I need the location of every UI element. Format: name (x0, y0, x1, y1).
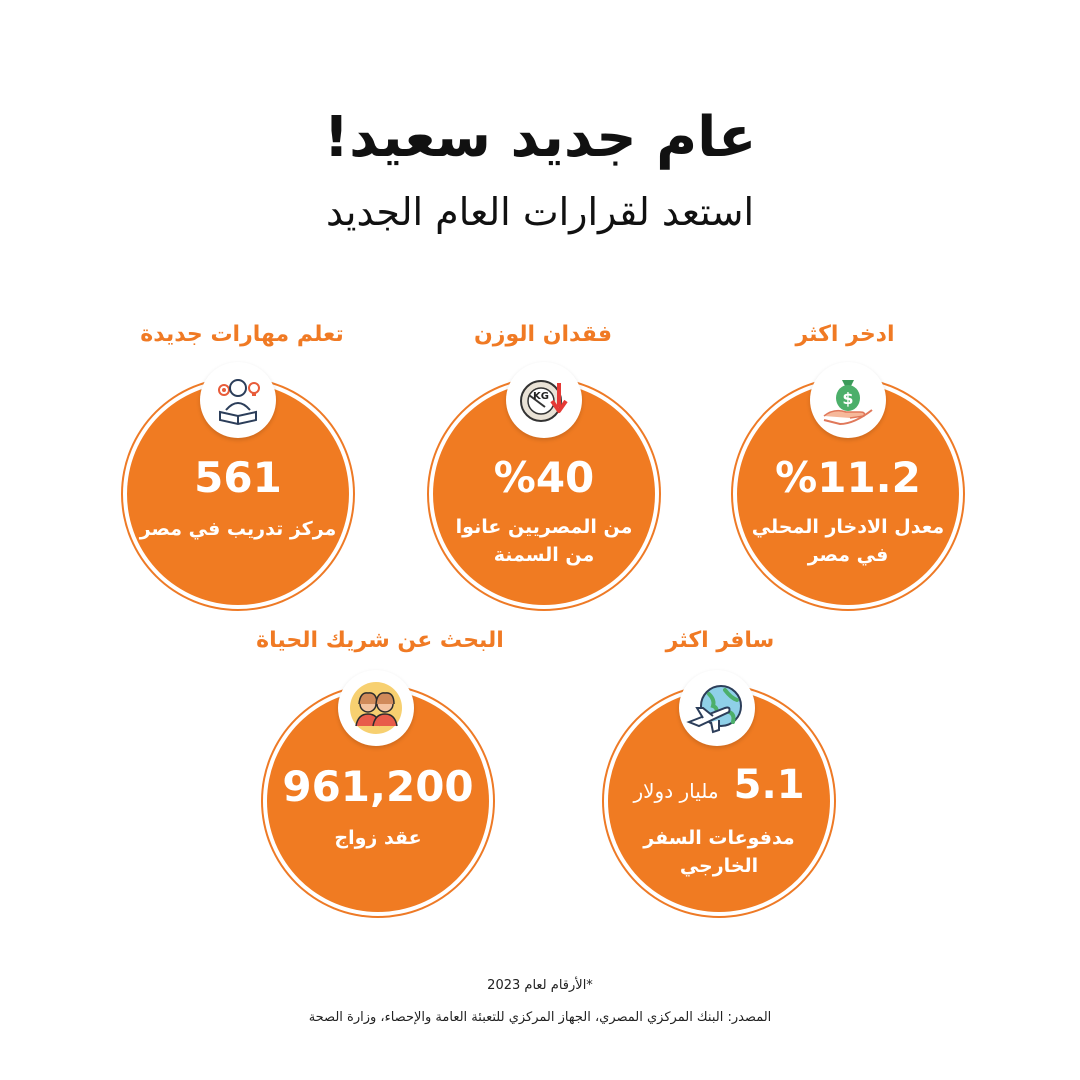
weight-scale-kg-icon (506, 362, 582, 438)
card-title-travel: سافر اكثر (665, 628, 775, 653)
card-desc-save-line1: معدل الادخار المحلي (751, 516, 945, 538)
card-value-travel (608, 762, 830, 808)
globe-airplane-icon (679, 670, 755, 746)
card-title-save: ادخر اكثر (795, 322, 895, 347)
learner-book-icon (200, 362, 276, 438)
card-title-partner: البحث عن شريك الحياة (256, 628, 504, 653)
money-bag-hand-icon (810, 362, 886, 438)
page-subtitle: استعد لقرارات العام الجديد (325, 190, 755, 234)
card-desc-weight-line2: من السمنة (493, 544, 595, 566)
card-value-skills: 561 (194, 453, 282, 502)
card-desc-weight-line1: من المصريين عانوا (455, 516, 633, 538)
card-value-travel-unit: مليار دولار (633, 779, 719, 803)
source-attribution: المصدر: البنك المركزي المصري، الجهاز المركزي للتعبئة العامة والإحصاء، وزارة الصحة (308, 1010, 772, 1025)
card-desc-skills-line1: مركز تدريب في مصر (139, 518, 337, 540)
card-value-weight: %40 (493, 453, 595, 502)
card-desc-travel-line1: مدفوعات السفر (643, 827, 795, 849)
footnote-year: *الأرقام لعام 2023 (487, 978, 593, 993)
kg-label: KG (533, 391, 549, 402)
card-value-travel-number: 5.1 (733, 762, 805, 808)
card-title-weight: فقدان الوزن (474, 322, 612, 347)
card-value-partner: 961,200 (282, 762, 474, 811)
svg-text:$: $ (842, 389, 854, 408)
card-desc-save-line2: في مصر (807, 544, 889, 566)
card-title-skills: تعلم مهارات جديدة (140, 322, 344, 347)
card-desc-travel-line2: الخارجي (679, 855, 759, 877)
card-value-save: %11.2 (775, 453, 921, 502)
card-desc-partner-line1: عقد زواج (334, 827, 422, 849)
couple-icon (338, 670, 414, 746)
page-title: عام جديد سعيد! (323, 105, 757, 170)
